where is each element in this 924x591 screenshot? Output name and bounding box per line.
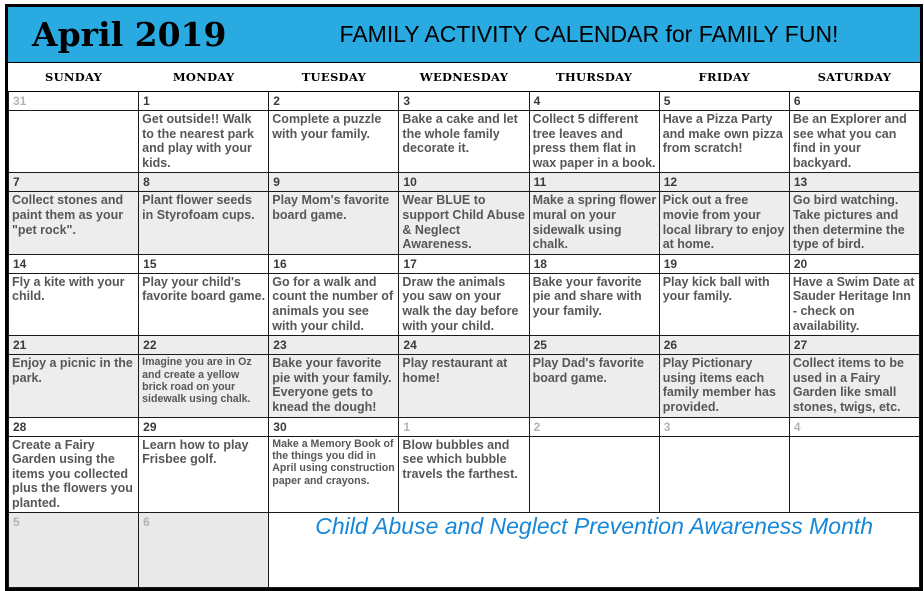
- activity-text: Draw the animals you saw on your walk the day before with your child.: [402, 274, 519, 333]
- week-row-2: [9, 173, 920, 254]
- day-cell-apr2: [269, 92, 399, 173]
- activity-text: Collect stones and paint them as your "pet rock".: [12, 193, 124, 237]
- date-number: 5: [660, 92, 789, 111]
- activity-text: [9, 111, 138, 114]
- date-number: 7: [9, 173, 138, 192]
- activity-text: Play your child's favorite board game.: [142, 274, 266, 304]
- activity-text: Make a Memory Book of the things you did in April using construction paper and crayons.: [272, 437, 395, 487]
- date-number: 8: [139, 173, 268, 192]
- day-cell-apr7: [9, 173, 139, 254]
- day-cell-apr13: [789, 173, 919, 254]
- day-cell-apr5: [659, 92, 789, 173]
- day-cell-may1: [399, 417, 529, 513]
- activity-text: Create a Fairy Garden using the items you collected plus the flowers you planted.: [12, 437, 133, 510]
- activity-text: Blow bubbles and see which bubble travels the farthest.: [402, 437, 518, 481]
- bottom-row: [9, 513, 920, 588]
- activity-text: Go for a walk and count the number of animals you see with your child.: [272, 274, 394, 333]
- activity-text: Plant flower seeds in Styrofoam cups.: [142, 193, 255, 222]
- day-cell-apr1: [139, 92, 269, 173]
- day-cell-apr12: [659, 173, 789, 254]
- activity-text: [530, 437, 659, 440]
- day-cell-apr29: [139, 417, 269, 513]
- day-header-sunday: SUNDAY: [9, 63, 139, 92]
- activity-text: Bake your favorite pie and share with your family.: [532, 274, 642, 318]
- day-cell-apr18: [529, 254, 659, 335]
- day-cell-apr4: [529, 92, 659, 173]
- activity-text: Play Dad's favorite board game.: [532, 356, 644, 385]
- date-number: 6: [143, 515, 150, 530]
- date-number: 9: [269, 173, 398, 192]
- day-cell-apr11: [529, 173, 659, 254]
- day-cell-apr30: [269, 417, 399, 513]
- activity-text: Play restaurant at home!: [402, 356, 508, 385]
- date-number: 1: [139, 92, 268, 111]
- date-number: 22: [139, 336, 268, 355]
- activity-text: [790, 437, 919, 440]
- date-number: 6: [790, 92, 919, 111]
- activity-text: Collect items to be used in a Fairy Garden like small stones, twigs, etc.: [792, 356, 904, 414]
- date-number: 21: [9, 336, 138, 355]
- date-number: 28: [9, 418, 138, 437]
- day-cell-apr14: [9, 254, 139, 335]
- activity-text: [660, 437, 789, 440]
- calendar: [5, 4, 923, 591]
- date-number: 30: [269, 418, 398, 437]
- activity-text: Imagine you are in Oz and create a yellow brick road on your sidewalk using chalk.: [142, 356, 252, 406]
- week-row-4: [9, 336, 920, 417]
- day-cell-apr22: [139, 336, 269, 417]
- calendar-header-banner: [8, 7, 920, 63]
- day-header-tuesday: TUESDAY: [269, 63, 399, 92]
- date-number: 25: [530, 336, 659, 355]
- date-number: 26: [660, 336, 789, 355]
- day-cell-apr10-highlighted: [399, 173, 529, 254]
- date-number: 27: [790, 336, 919, 355]
- date-number: 23: [269, 336, 398, 355]
- date-number: 13: [790, 173, 919, 192]
- day-cell-apr25: [529, 336, 659, 417]
- day-cell-apr19: [659, 254, 789, 335]
- date-number: 12: [660, 173, 789, 192]
- activity-text: Play kick ball with your family.: [662, 274, 770, 304]
- activity-text: Collect 5 different tree leaves and press them flat in wax paper in a book.: [532, 112, 656, 170]
- date-number: 20: [790, 255, 919, 274]
- day-header-monday: MONDAY: [139, 63, 269, 92]
- day-cell-apr16: [269, 254, 399, 335]
- day-cell-apr23: [269, 336, 399, 417]
- day-cell-may6: [139, 513, 269, 588]
- date-number: 17: [399, 255, 528, 274]
- day-cell-apr27: [789, 336, 919, 417]
- date-number: 14: [9, 255, 138, 274]
- day-cell-apr3: [399, 92, 529, 173]
- activity-text: Fly a kite with your child.: [12, 274, 125, 304]
- date-number: 16: [269, 255, 398, 274]
- activity-text: Complete a puzzle with your family.: [272, 112, 382, 141]
- day-cell-may5: [9, 513, 139, 588]
- activity-text: Wear BLUE to support Child Abuse & Neglect Awareness.: [402, 193, 525, 252]
- day-header-wednesday: WEDNESDAY: [399, 63, 529, 92]
- calendar-grid: [8, 63, 920, 588]
- activity-text: Learn how to play Frisbee golf.: [142, 437, 249, 467]
- activity-text: Go bird watching. Take pictures and then determine the type of bird.: [792, 193, 905, 252]
- day-cell-apr26: [659, 336, 789, 417]
- date-number: 5: [13, 515, 20, 530]
- day-cell-apr17: [399, 254, 529, 335]
- banner-title: FAMILY ACTIVITY CALENDAR for FAMILY FUN!: [339, 21, 839, 47]
- week-row-5: [9, 417, 920, 513]
- activity-text: Be an Explorer and see what you can find in your backyard.: [792, 112, 907, 170]
- date-number: 2: [269, 92, 398, 111]
- date-number: 18: [530, 255, 659, 274]
- date-number: 3: [660, 418, 789, 437]
- day-header-friday: FRIDAY: [659, 63, 789, 92]
- activity-text: Play Pictionary using items each family member has provided.: [662, 356, 776, 414]
- activity-text: Bake a cake and let the whole family decorate it.: [402, 112, 518, 156]
- date-number: 10: [399, 173, 528, 192]
- day-header-thursday: THURSDAY: [529, 63, 659, 92]
- day-cell-apr20: [789, 254, 919, 335]
- day-header-row: [9, 63, 920, 92]
- day-cell-may2: [529, 417, 659, 513]
- activity-text: Have a Swim Date at Sauder Heritage Inn - check on availability.: [792, 274, 915, 333]
- date-number: 2: [530, 418, 659, 437]
- date-number: 3: [399, 92, 528, 111]
- day-header-saturday: SATURDAY: [789, 63, 919, 92]
- activity-text: Pick out a free movie from your local library to enjoy at home.: [662, 193, 785, 252]
- footer-cell: [269, 513, 920, 588]
- date-number: 24: [399, 336, 528, 355]
- day-cell-apr6: [789, 92, 919, 173]
- date-number: 31: [9, 92, 138, 111]
- activity-text: Bake your favorite pie with your family. Everyone gets to knead the dough!: [272, 356, 392, 414]
- month-title: April 2019: [32, 15, 227, 54]
- activity-text: Have a Pizza Party and make own pizza from scratch!: [662, 112, 783, 156]
- day-cell-apr9: [269, 173, 399, 254]
- week-row-1: [9, 92, 920, 173]
- activity-text: Make a spring flower mural on your sidewalk using chalk.: [532, 193, 657, 252]
- day-cell-may3: [659, 417, 789, 513]
- date-number: 15: [139, 255, 268, 274]
- week-row-3: [9, 254, 920, 335]
- day-cell-apr21: [9, 336, 139, 417]
- day-cell-may4: [789, 417, 919, 513]
- day-cell-apr8: [139, 173, 269, 254]
- date-number: 4: [790, 418, 919, 437]
- day-cell-apr24: [399, 336, 529, 417]
- activity-text: Get outside!! Walk to the nearest park and play with your kids.: [142, 112, 254, 170]
- date-number: 29: [139, 418, 268, 437]
- date-number: 19: [660, 255, 789, 274]
- day-cell-apr15: [139, 254, 269, 335]
- day-cell-apr28: [9, 417, 139, 513]
- day-cell-mar31: [9, 92, 139, 173]
- date-number: 1: [399, 418, 528, 437]
- date-number: 11: [530, 173, 659, 192]
- date-number: 4: [530, 92, 659, 111]
- activity-text: Play Mom's favorite board game.: [272, 193, 390, 222]
- awareness-month-label: Child Abuse and Neglect Prevention Awareness Month: [315, 513, 874, 540]
- activity-text: Enjoy a picnic in the park.: [12, 356, 133, 385]
